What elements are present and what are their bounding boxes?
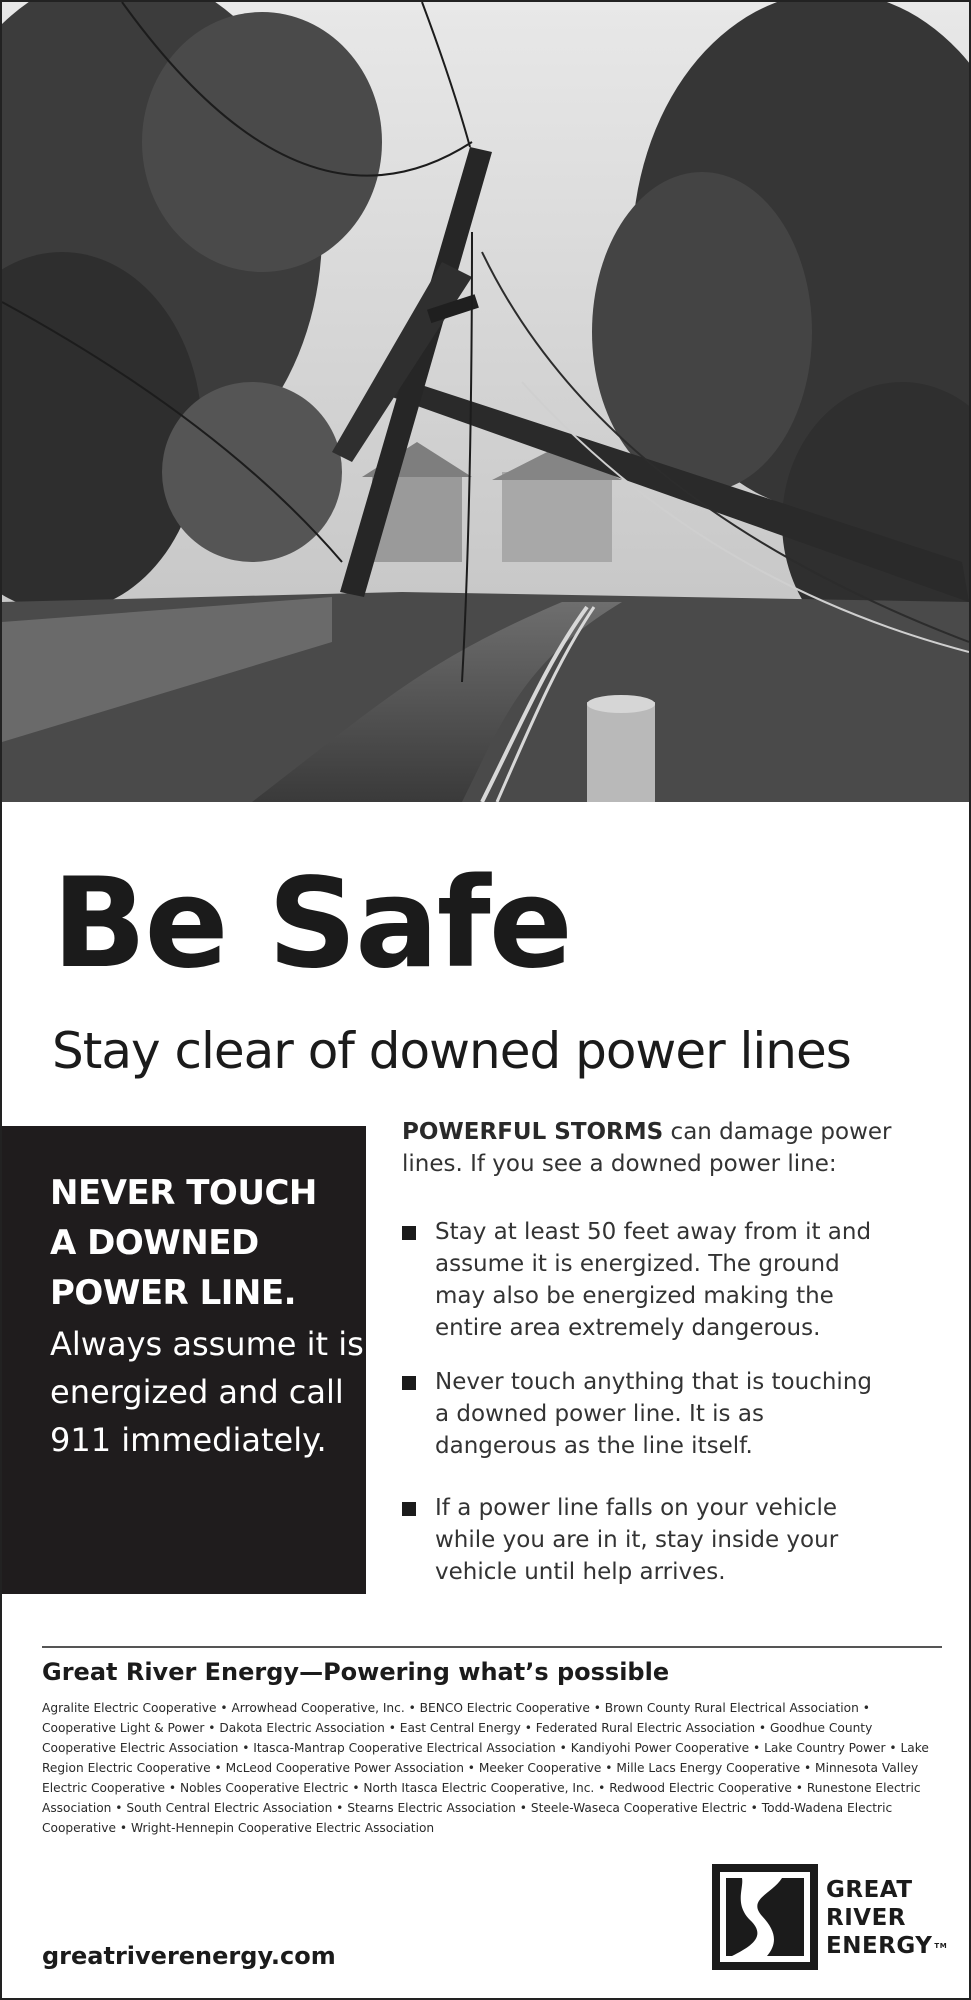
bullet-text: If a power line falls on your vehicle while you are in it, stay inside your vehicle until help arrives. — [435, 1495, 839, 1585]
list-item — [402, 1492, 875, 1588]
square-bullet-icon — [402, 1502, 416, 1516]
warning-normal-line: energized and call — [50, 1373, 344, 1411]
logo-line: GREAT — [826, 1877, 913, 1903]
logo-line: ENERGY — [826, 1933, 933, 1959]
warning-normal-line: Always assume it is — [50, 1325, 364, 1363]
intro-lead: POWERFUL STORMS — [402, 1119, 664, 1145]
footer-divider — [42, 1646, 942, 1648]
warning-strong-text — [50, 1168, 317, 1318]
warning-normal-line: 911 immediately. — [50, 1421, 327, 1459]
intro-rest: can damage power lines. If you see a downed power line: — [402, 1119, 892, 1177]
warning-strong-line: POWER LINE. — [50, 1273, 296, 1313]
warning-strong-line: A DOWNED — [50, 1223, 259, 1263]
downed-power-pole-photo — [2, 2, 969, 802]
logo-wordmark — [826, 1876, 947, 1960]
great-river-energy-logo — [712, 1864, 948, 1970]
warning-normal-text — [50, 1320, 364, 1464]
trademark-symbol: TM — [934, 1942, 948, 1950]
list-item — [402, 1216, 875, 1344]
bullet-text: Stay at least 50 feet away from it and assume it is energized. The ground may also be energized making the entire area extremely dangerous. — [435, 1219, 872, 1341]
square-bullet-icon — [402, 1226, 416, 1240]
footer-tagline: Great River Energy—Powering what’s possible — [42, 1658, 670, 1686]
headline: Be Safe — [52, 852, 571, 996]
list-item — [402, 1366, 875, 1462]
subhead: Stay clear of downed power lines — [52, 1022, 851, 1080]
intro-paragraph — [402, 1116, 942, 1180]
warning-box — [2, 1126, 366, 1594]
bullet-text: Never touch anything that is touching a downed power line. It is as dangerous as the line itself. — [435, 1369, 872, 1459]
logo-line: RIVER — [826, 1905, 906, 1931]
logo-line-energy — [826, 1932, 947, 1960]
cooperatives-list: Agralite Electric Cooperative • Arrowhead Cooperative, Inc. • BENCO Electric Cooperative • Brown County Rural Electrical Association • Cooperative Light & Power • Dakota Electric Association • East Central Energy • Federated Rural Electric Association • Goodhue County Cooperative Electric Association • Itasca-Mantrap Cooperative Electrical Association • Kandiyohi Power Cooperative • Lake Country Power • Lake Region Electric Cooperative • McLeod Cooperative Power Association • Meeker Cooperative • Mille Lacs Energy Cooperative • Minnesota Valley Electric Cooperative • Nobles Cooperative Electric • North Itasca Electric Cooperative, Inc. • Redwood Electric Cooperative • Runestone Electric Association • South Central Electric Association • Stearns Electric Association • Steele-Waseca Cooperative Electric • Todd-Wadena Electric Cooperative • Wright-Hennepin Cooperative Electric Association — [42, 1701, 929, 1835]
website-link[interactable]: greatriverenergy.com — [42, 1942, 336, 1970]
warning-strong-line: NEVER TOUCH — [50, 1173, 317, 1213]
square-bullet-icon — [402, 1376, 416, 1390]
river-logo-icon — [712, 1864, 818, 1970]
